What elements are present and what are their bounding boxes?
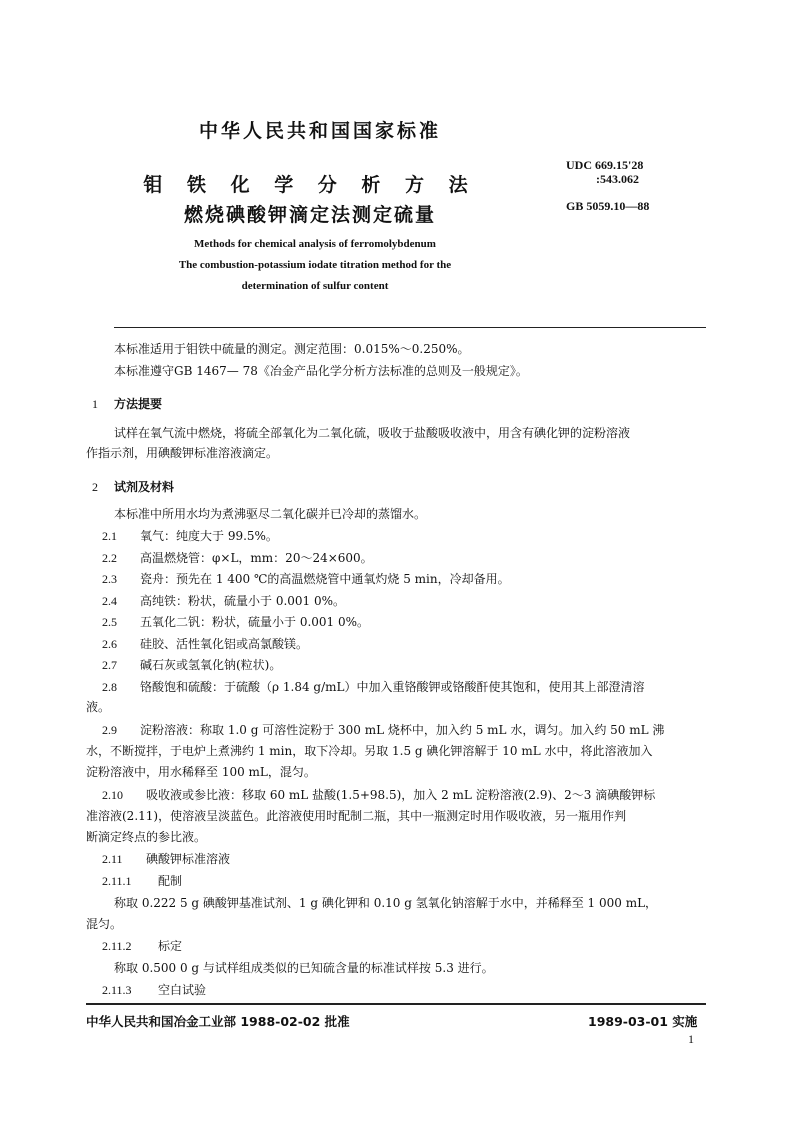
paragraph-line: 淀粉溶液中，用水稀释至 100 mL，混匀。 <box>86 765 316 779</box>
paragraph-line: 液。 <box>86 700 111 714</box>
paragraph-line: 称取 0.222 5 g 碘酸钾基准试剂、1 g 碘化钾和 0.10 g 氢氧化钠溶解于水中，并稀释至 1 000 mL， <box>114 896 658 910</box>
list-item: 2.9 淀粉溶液：称取 1.0 g 可溶性淀粉于 300 mL 烧杯中，加入约 5 mL 水，调匀。加入约 50 mL 沸 <box>102 723 665 737</box>
section-title: 方法提要 <box>114 397 163 411</box>
section-number: 2 <box>92 480 98 494</box>
section-number: 1 <box>92 397 98 411</box>
english-title-line2: The combustion-potassium iodate titration method for the <box>178 259 452 271</box>
udc-code-continued: :543.062 <box>596 172 639 186</box>
scope-statement: 本标准适用于钼铁中硫量的测定。测定范围：0.015%～0.250%。 <box>114 342 470 356</box>
list-item: 2.4 高纯铁：粉状，硫量小于 0.001 0%。 <box>102 594 346 608</box>
english-title-line1: Methods for chemical analysis of ferromolybdenum <box>194 238 436 250</box>
list-item: 2.11.1 配制 <box>102 874 183 888</box>
paragraph-line: 作指示剂，用碘酸钾标准溶液滴定。 <box>86 446 279 460</box>
udc-code: UDC 669.15'28 <box>566 158 644 172</box>
list-item: 2.11.2 标定 <box>102 939 183 953</box>
paragraph-line: 本标准中所用水均为煮沸驱尽二氧化碳并已冷却的蒸馏水。 <box>114 507 427 521</box>
list-item: 2.5 五氧化二钒：粉状，硫量小于 0.001 0%。 <box>102 615 370 629</box>
section-1-heading <box>92 395 162 412</box>
implementation-date: 1989-03-01 实施 <box>588 1014 698 1029</box>
paragraph-line: 试样在氧气流中燃烧，将硫全部氧化为二氧化硫，吸收于盐酸吸收液中，用含有碘化钾的淀粉溶液 <box>114 426 631 440</box>
document-title-line1: 钼 铁 化 学 分 析 方 法 <box>143 174 477 196</box>
header-divider <box>114 327 706 328</box>
compliance-statement: 本标准遵守GB 1467— 78《冶金产品化学分析方法标准的总则及一般规定》。 <box>114 364 528 378</box>
english-title-line3: determination of sulfur content <box>241 280 389 292</box>
approval-info: 中华人民共和国冶金工业部 1988-02-02 批准 <box>86 1014 350 1029</box>
list-item: 2.1 氧气：纯度大于 99.5%。 <box>102 529 278 543</box>
paragraph-line: 称取 0.500 0 g 与试样组成类似的已知硫含量的标准试样按 5.3 进行。 <box>114 961 494 975</box>
list-item: 2.7 碱石灰或氢氧化钠(粒状)。 <box>102 658 282 672</box>
list-item: 2.11 碘酸钾标准溶液 <box>102 852 231 866</box>
list-item: 2.8 铬酸饱和硫酸：于硫酸（ρ 1.84 g/mL）中加入重铬酸钾或铬酸酐使其饱和，使用其上部澄清溶 <box>102 680 645 694</box>
gb-code: GB 5059.10—88 <box>566 199 650 213</box>
list-item: 2.11.3 空白试验 <box>102 983 207 997</box>
page-number: 1 <box>688 1032 694 1046</box>
section-title: 试剂及材料 <box>114 480 175 494</box>
paragraph-line: 准溶液(2.11)，使溶液呈淡蓝色。此溶液使用时配制二瓶，其中一瓶测定时用作吸收液，另一瓶用作判 <box>86 809 627 823</box>
national-standard-heading: 中华人民共和国国家标准 <box>198 120 441 142</box>
section-2-heading <box>92 478 174 495</box>
list-item: 2.6 硅胶、活性氧化铝或高氯酸镁。 <box>102 637 309 651</box>
paragraph-line: 断滴定终点的参比液。 <box>86 830 207 844</box>
list-item: 2.10 吸收液或参比液：移取 60 mL 盐酸(1.5+98.5)，加入 2 mL 淀粉溶液(2.9)、2～3 滴碘酸钾标 <box>102 788 656 802</box>
list-item: 2.3 瓷舟：预先在 1 400 ℃的高温燃烧管中通氧灼烧 5 min，冷却备用。 <box>102 572 510 586</box>
paragraph-line: 混匀。 <box>86 917 123 931</box>
paragraph-line: 水，不断搅拌，于电炉上煮沸约 1 min，取下冷却。另取 1.5 g 碘化钾溶解于 10 mL 水中，将此溶液加入 <box>86 744 653 758</box>
footer-divider <box>86 1003 706 1005</box>
document-title-line2: 燃烧碘酸钾滴定法测定硫量 <box>183 204 436 226</box>
list-item: 2.2 高温燃烧管：φ×L，mm：20～24×600。 <box>102 551 373 565</box>
